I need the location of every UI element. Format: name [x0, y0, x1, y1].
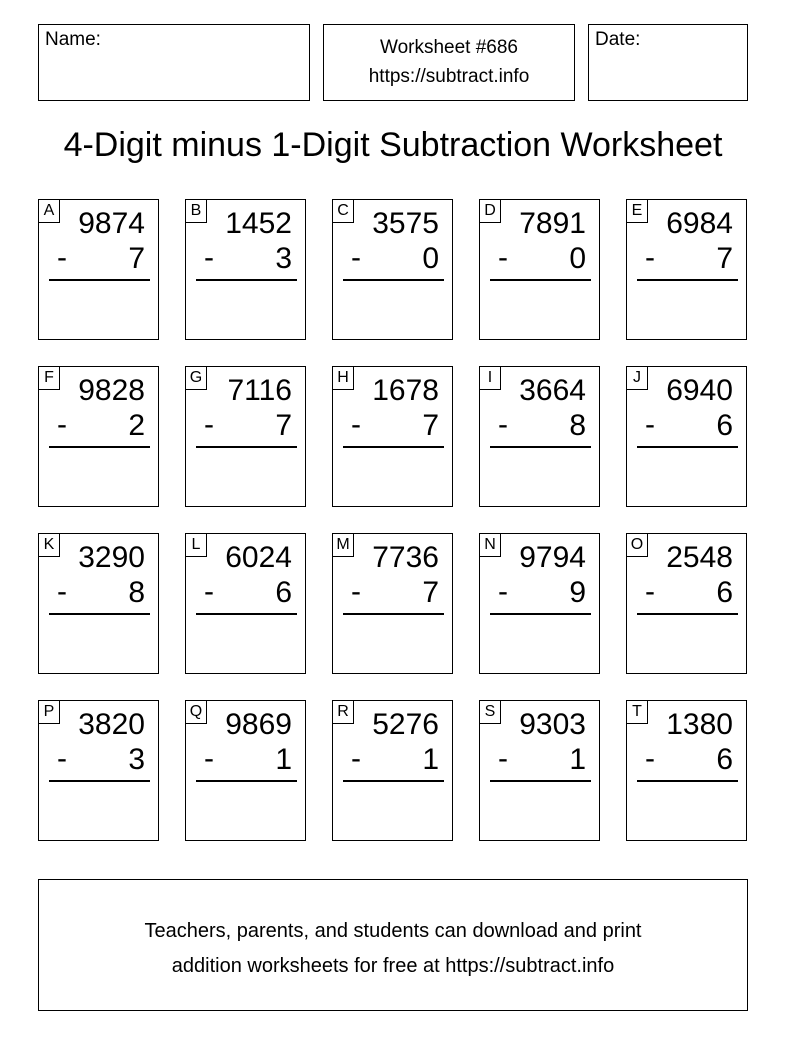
problem-card: [479, 700, 600, 841]
problem-letter: K: [39, 534, 60, 557]
problem-card: [185, 700, 306, 841]
minus-sign: -: [498, 575, 508, 608]
minuend: 1678: [372, 374, 439, 407]
minus-sign: -: [645, 742, 655, 775]
subtrahend: 1: [275, 743, 292, 776]
problem-card: [38, 199, 159, 340]
subtrahend: 6: [275, 576, 292, 609]
problem-card: [185, 366, 306, 507]
problem-letter: C: [333, 200, 354, 223]
problem-letter: A: [39, 200, 60, 223]
minuend: 2548: [666, 541, 733, 574]
date-field-box: [588, 24, 748, 101]
problem-letter: P: [39, 701, 60, 724]
minuend: 9828: [78, 374, 145, 407]
answer-line: [343, 780, 444, 782]
problem-letter: L: [186, 534, 207, 557]
minuend: 6940: [666, 374, 733, 407]
minuend: 6984: [666, 207, 733, 240]
problem-card: [332, 700, 453, 841]
problem-card: [332, 199, 453, 340]
minuend: 3290: [78, 541, 145, 574]
answer-line: [196, 613, 297, 615]
answer-line: [343, 279, 444, 281]
answer-line: [49, 613, 150, 615]
problem-card: [479, 533, 600, 674]
problem-letter: D: [480, 200, 501, 223]
minuend: 7736: [372, 541, 439, 574]
subtrahend: 9: [569, 576, 586, 609]
minuend: 7891: [519, 207, 586, 240]
answer-line: [490, 613, 591, 615]
problem-card: [332, 533, 453, 674]
subtrahend: 0: [422, 242, 439, 275]
minus-sign: -: [57, 408, 67, 441]
subtrahend: 0: [569, 242, 586, 275]
minus-sign: -: [57, 241, 67, 274]
minuend: 9303: [519, 708, 586, 741]
minus-sign: -: [204, 241, 214, 274]
problem-card: [185, 199, 306, 340]
answer-line: [343, 446, 444, 448]
minus-sign: -: [645, 408, 655, 441]
problem-letter: G: [186, 367, 207, 390]
problem-letter: B: [186, 200, 207, 223]
subtrahend: 6: [716, 743, 733, 776]
minuend: 9869: [225, 708, 292, 741]
problem-card: [626, 700, 747, 841]
answer-line: [637, 279, 738, 281]
minus-sign: -: [204, 742, 214, 775]
problem-card: [332, 366, 453, 507]
subtrahend: 8: [128, 576, 145, 609]
minus-sign: -: [498, 241, 508, 274]
minus-sign: -: [498, 742, 508, 775]
answer-line: [49, 780, 150, 782]
answer-line: [196, 279, 297, 281]
problem-card: [626, 199, 747, 340]
subtrahend: 1: [422, 743, 439, 776]
minus-sign: -: [351, 408, 361, 441]
problem-letter: I: [480, 367, 501, 390]
minus-sign: -: [351, 742, 361, 775]
answer-line: [490, 446, 591, 448]
minus-sign: -: [57, 575, 67, 608]
problem-card: [38, 366, 159, 507]
subtrahend: 6: [716, 409, 733, 442]
minus-sign: -: [351, 241, 361, 274]
answer-line: [490, 780, 591, 782]
minus-sign: -: [351, 575, 361, 608]
answer-line: [490, 279, 591, 281]
problem-letter: E: [627, 200, 648, 223]
subtrahend: 3: [275, 242, 292, 275]
minuend: 3820: [78, 708, 145, 741]
minus-sign: -: [204, 575, 214, 608]
problem-letter: F: [39, 367, 60, 390]
name-label: Name:: [45, 29, 101, 50]
problem-card: [185, 533, 306, 674]
answer-line: [49, 446, 150, 448]
subtrahend: 8: [569, 409, 586, 442]
answer-line: [637, 613, 738, 615]
minuend: 7116: [227, 374, 292, 407]
problem-letter: N: [480, 534, 501, 557]
minuend: 1452: [225, 207, 292, 240]
problem-letter: M: [333, 534, 354, 557]
minuend: 9794: [519, 541, 586, 574]
problem-card: [38, 533, 159, 674]
problem-letter: T: [627, 701, 648, 724]
minus-sign: -: [57, 742, 67, 775]
problem-letter: H: [333, 367, 354, 390]
answer-line: [343, 613, 444, 615]
worksheet-number: Worksheet #686: [379, 37, 518, 58]
minuend: 6024: [225, 541, 292, 574]
subtrahend: 3: [128, 743, 145, 776]
problem-letter: R: [333, 701, 354, 724]
subtrahend: 7: [275, 409, 292, 442]
problem-letter: S: [480, 701, 501, 724]
subtrahend: 7: [422, 409, 439, 442]
problem-card: [38, 700, 159, 841]
name-field-box: [38, 24, 310, 101]
answer-line: [637, 446, 738, 448]
date-label: Date:: [595, 29, 641, 50]
minus-sign: -: [645, 241, 655, 274]
subtrahend: 2: [128, 409, 145, 442]
minuend: 3575: [372, 207, 439, 240]
minus-sign: -: [204, 408, 214, 441]
subtrahend: 1: [569, 743, 586, 776]
subtrahend: 7: [422, 576, 439, 609]
subtrahend: 7: [128, 242, 145, 275]
problem-letter: Q: [186, 701, 207, 724]
page-title: 4-Digit minus 1-Digit Subtraction Worksheet: [63, 126, 723, 164]
worksheet-info-box: [323, 24, 575, 101]
subtrahend: 6: [716, 576, 733, 609]
problem-card: [626, 366, 747, 507]
problem-card: [479, 366, 600, 507]
worksheet-url: https://subtract.info: [368, 66, 530, 87]
minuend: 3664: [519, 374, 586, 407]
answer-line: [49, 279, 150, 281]
minus-sign: -: [498, 408, 508, 441]
answer-line: [196, 446, 297, 448]
problem-letter: O: [627, 534, 648, 557]
minus-sign: -: [645, 575, 655, 608]
footer-line-2: addition worksheets for free at https://subtract.info: [171, 955, 615, 977]
minuend: 9874: [78, 207, 145, 240]
answer-line: [196, 780, 297, 782]
footer-box: [38, 879, 748, 1011]
problem-card: [626, 533, 747, 674]
subtrahend: 7: [716, 242, 733, 275]
minuend: 1380: [666, 708, 733, 741]
problem-letter: J: [627, 367, 648, 390]
footer-line-1: Teachers, parents, and students can download and print: [144, 920, 642, 942]
minuend: 5276: [372, 708, 439, 741]
answer-line: [637, 780, 738, 782]
problem-card: [479, 199, 600, 340]
